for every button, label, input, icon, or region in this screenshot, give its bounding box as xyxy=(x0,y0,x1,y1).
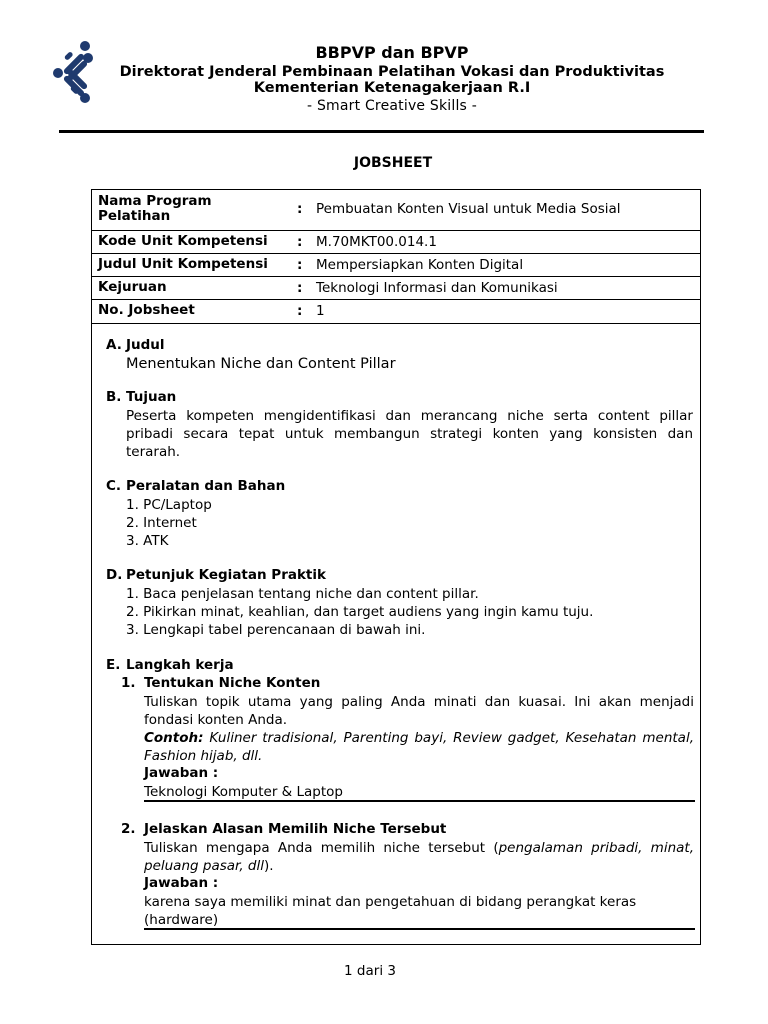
step-title: Jelaskan Alasan Memilih Niche Tersebut xyxy=(144,821,447,837)
list-item: 3. Lengkapi tabel perencanaan di bawah ini. xyxy=(126,622,426,638)
answer-label: Jawaban : xyxy=(144,765,219,781)
info-row-unit-title xyxy=(92,254,700,277)
answer-underline xyxy=(144,928,695,930)
section-d-letter: D. xyxy=(106,567,123,583)
info-key: Kejuruan xyxy=(98,279,167,295)
section-b-text: Peserta kompeten mengidentifikasi dan merancang niche serta content pillar pribadi secara tepat untuk membangun strategi konten yang konsisten dan terarah. xyxy=(126,408,693,460)
section-d-title: Petunjuk Kegiatan Praktik xyxy=(126,567,326,583)
ministry-logo xyxy=(50,40,94,106)
info-key: Nama Program Pelatihan xyxy=(98,193,212,224)
answer-underline xyxy=(144,800,695,802)
step-text xyxy=(144,839,694,875)
section-c-letter: C. xyxy=(106,478,122,494)
info-value: Mempersiapkan Konten Digital xyxy=(316,257,524,273)
section-a-letter: A. xyxy=(106,337,122,353)
header-divider xyxy=(59,130,704,133)
section-a-text: Menentukan Niche dan Content Pillar xyxy=(126,356,396,372)
step-text-part: Tuliskan mengapa Anda memilih niche tersebut ( xyxy=(144,840,499,856)
list-item: 2. Pikirkan minat, keahlian, dan target audiens yang ingin kamu tuju. xyxy=(126,604,594,620)
list-item: 1. PC/Laptop xyxy=(126,497,212,513)
info-colon: : xyxy=(297,201,303,217)
info-key: Judul Unit Kompetensi xyxy=(98,256,268,272)
list-item: 2. Internet xyxy=(126,515,197,531)
list-item: 1. Baca penjelasan tentang niche dan content pillar. xyxy=(126,586,479,602)
info-row-field xyxy=(92,277,700,300)
info-colon: : xyxy=(297,234,303,250)
step-text: Tuliskan topik utama yang paling Anda minati dan kuasai. Ini akan menjadi fondasi konten Anda. xyxy=(144,694,694,728)
tagline: - Smart Creative Skills - xyxy=(307,98,477,114)
info-value: 1 xyxy=(316,303,325,319)
info-value: M.70MKT00.014.1 xyxy=(316,234,437,250)
info-key: No. Jobsheet xyxy=(98,302,195,318)
example-label: Contoh: xyxy=(144,730,204,746)
info-row-number xyxy=(92,300,700,324)
info-row-code xyxy=(92,231,700,254)
section-e-title: Langkah kerja xyxy=(126,657,234,673)
info-row-program xyxy=(92,190,700,231)
example-text: Kuliner tradisional, Parenting bayi, Review gadget, Kesehatan mental, Fashion hijab, dll. xyxy=(144,730,694,764)
list-item: 3. ATK xyxy=(126,533,169,549)
step-number: 1. xyxy=(121,675,136,691)
step-number: 2. xyxy=(121,821,136,837)
answer-text: Teknologi Komputer & Laptop xyxy=(144,784,343,800)
step-title: Tentukan Niche Konten xyxy=(144,675,321,691)
info-value: Pembuatan Konten Visual untuk Media Sosial xyxy=(316,201,621,217)
org-name: BBPVP dan BPVP xyxy=(315,43,469,62)
section-a-title: Judul xyxy=(126,337,165,353)
section-b-title: Tujuan xyxy=(126,389,177,405)
answer-label: Jawaban : xyxy=(144,875,219,891)
section-e-letter: E. xyxy=(106,657,121,673)
ministry-name: Kementerian Ketenagakerjaan R.I xyxy=(253,80,531,96)
info-colon: : xyxy=(297,303,303,319)
info-colon: : xyxy=(297,257,303,273)
step-example xyxy=(144,729,694,765)
step-text-italic: pengalaman pribadi, minat, peluang pasar, dll xyxy=(144,840,694,874)
info-value: Teknologi Informasi dan Komunikasi xyxy=(316,280,558,296)
step-text-part: ). xyxy=(263,858,274,874)
section-b-letter: B. xyxy=(106,389,122,405)
page-number: 1 dari 3 xyxy=(344,963,396,979)
document-title: JOBSHEET xyxy=(353,155,433,171)
answer-text: karena saya memiliki minat dan pengetahuan di bidang perangkat keras (hardware) xyxy=(144,894,637,928)
info-colon: : xyxy=(297,280,303,296)
section-c-title: Peralatan dan Bahan xyxy=(126,478,286,494)
directorate-name: Direktorat Jenderal Pembinaan Pelatihan Vokasi dan Produktivitas xyxy=(119,64,665,80)
info-key: Kode Unit Kompetensi xyxy=(98,233,268,249)
